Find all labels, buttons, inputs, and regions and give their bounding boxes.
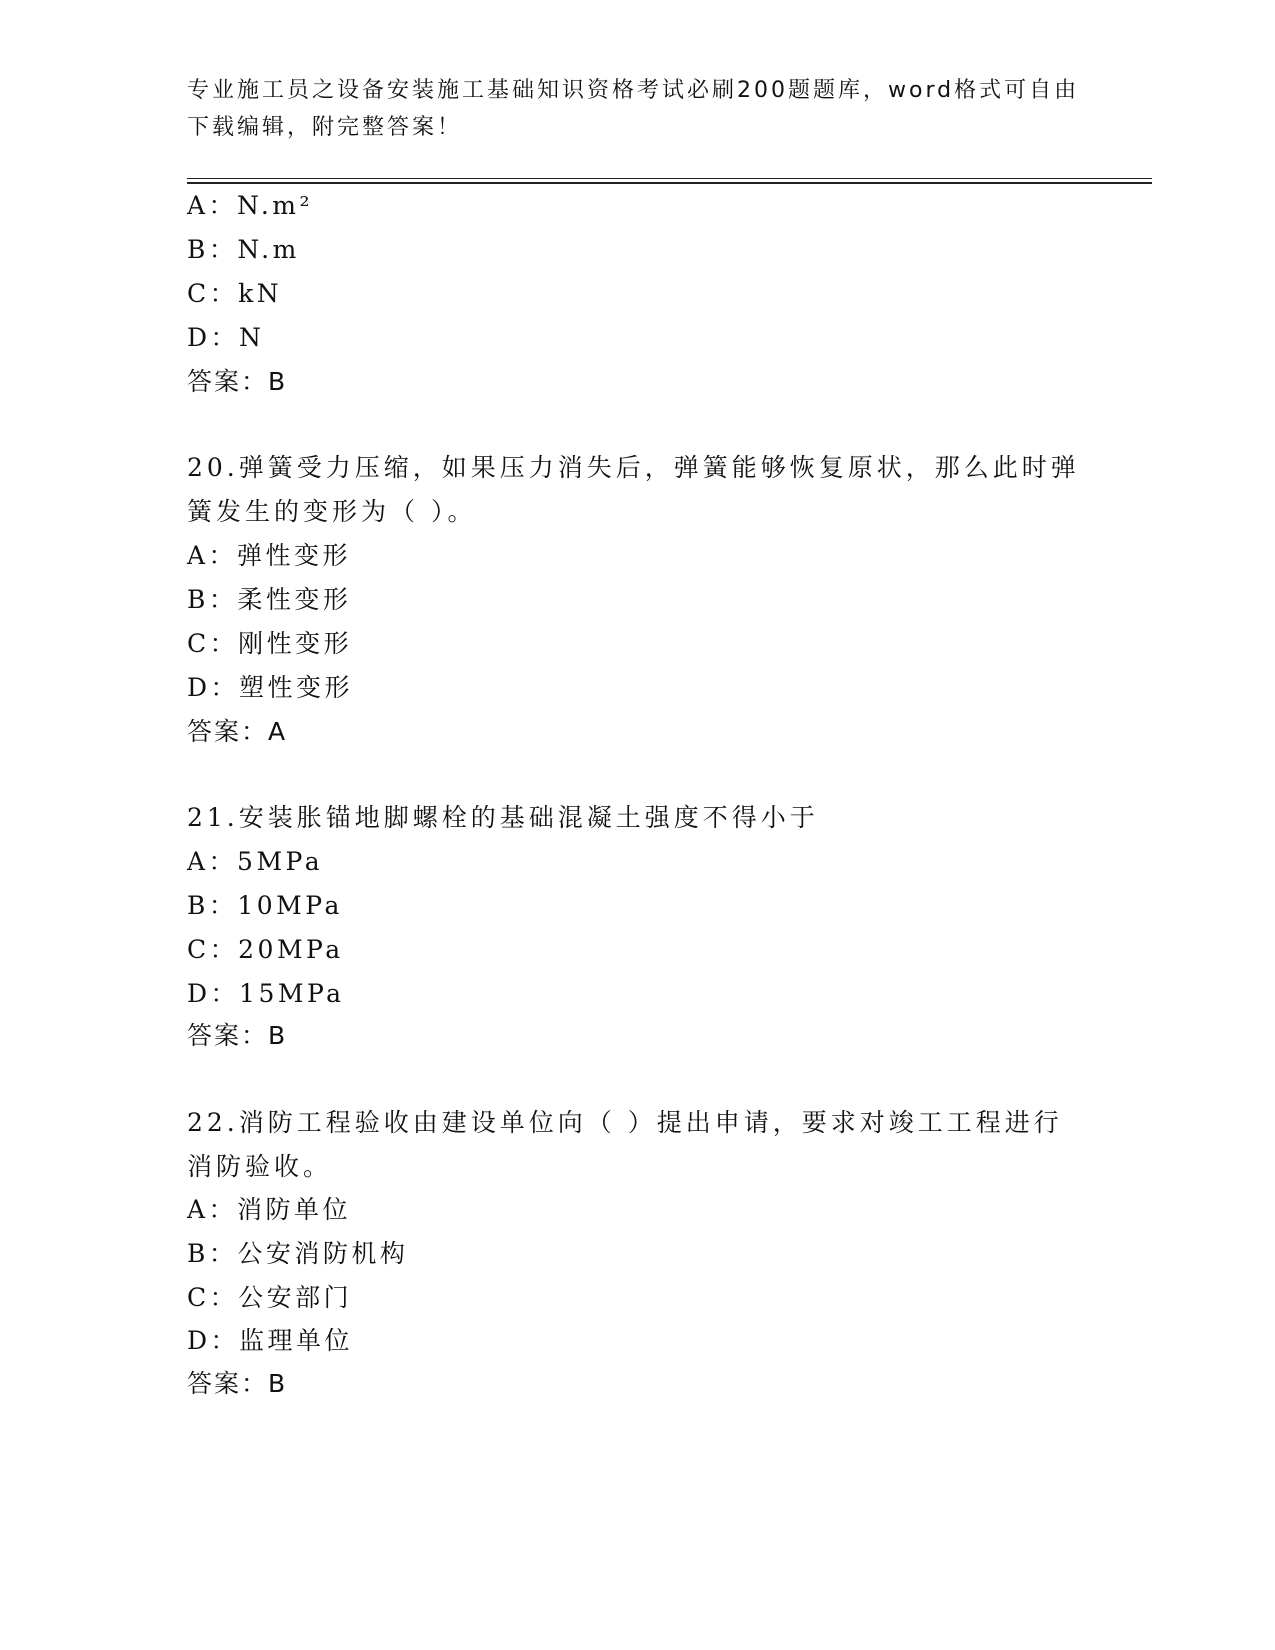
option-d: D：监理单位 [187,1326,354,1355]
option-a: A：弹性变形 [187,541,352,570]
question-text-line-1: 21.安装胀锚地脚螺栓的基础混凝土强度不得小于 [187,803,819,832]
answer-line: 答案：A [187,717,288,746]
option-a: A：消防单位 [187,1195,352,1224]
option-a: A：5MPa [187,847,324,876]
option-b: B：10MPa [187,891,343,920]
header-line-1: 专业施工员之设备安装施工基础知识资格考试必刷200题题库，word格式可自由 [187,78,1080,103]
option-b: B：公安消防机构 [187,1239,409,1268]
document-header [187,72,1087,146]
option-a: A：N.m² [187,191,314,220]
option-b: B：柔性变形 [187,585,352,614]
question-text-line-2: 消防验收。 [187,1152,333,1181]
option-c: C：kN [187,279,283,308]
option-d: D：塑性变形 [187,673,354,702]
header-line-2: 下载编辑，附完整答案！ [187,115,463,140]
option-d: D：N [187,323,265,352]
option-b: B：N.m [187,235,300,264]
question-text-line-1: 22.消防工程验收由建设单位向（ ）提出申请，要求对竣工工程进行 [187,1108,1063,1137]
header-divider-bottom [187,182,1152,184]
option-c: C：刚性变形 [187,629,353,658]
option-c: C：公安部门 [187,1283,353,1312]
question-text-line-2: 簧发生的变形为（ ）。 [187,497,477,526]
answer-line: 答案：B [187,1369,288,1398]
header-divider-top [187,178,1152,179]
option-d: D：15MPa [187,979,345,1008]
answer-line: 答案：B [187,367,288,396]
answer-line: 答案：B [187,1021,288,1050]
question-text-line-1: 20.弹簧受力压缩，如果压力消失后，弹簧能够恢复原状，那么此时弹 [187,453,1080,482]
option-c: C：20MPa [187,935,344,964]
